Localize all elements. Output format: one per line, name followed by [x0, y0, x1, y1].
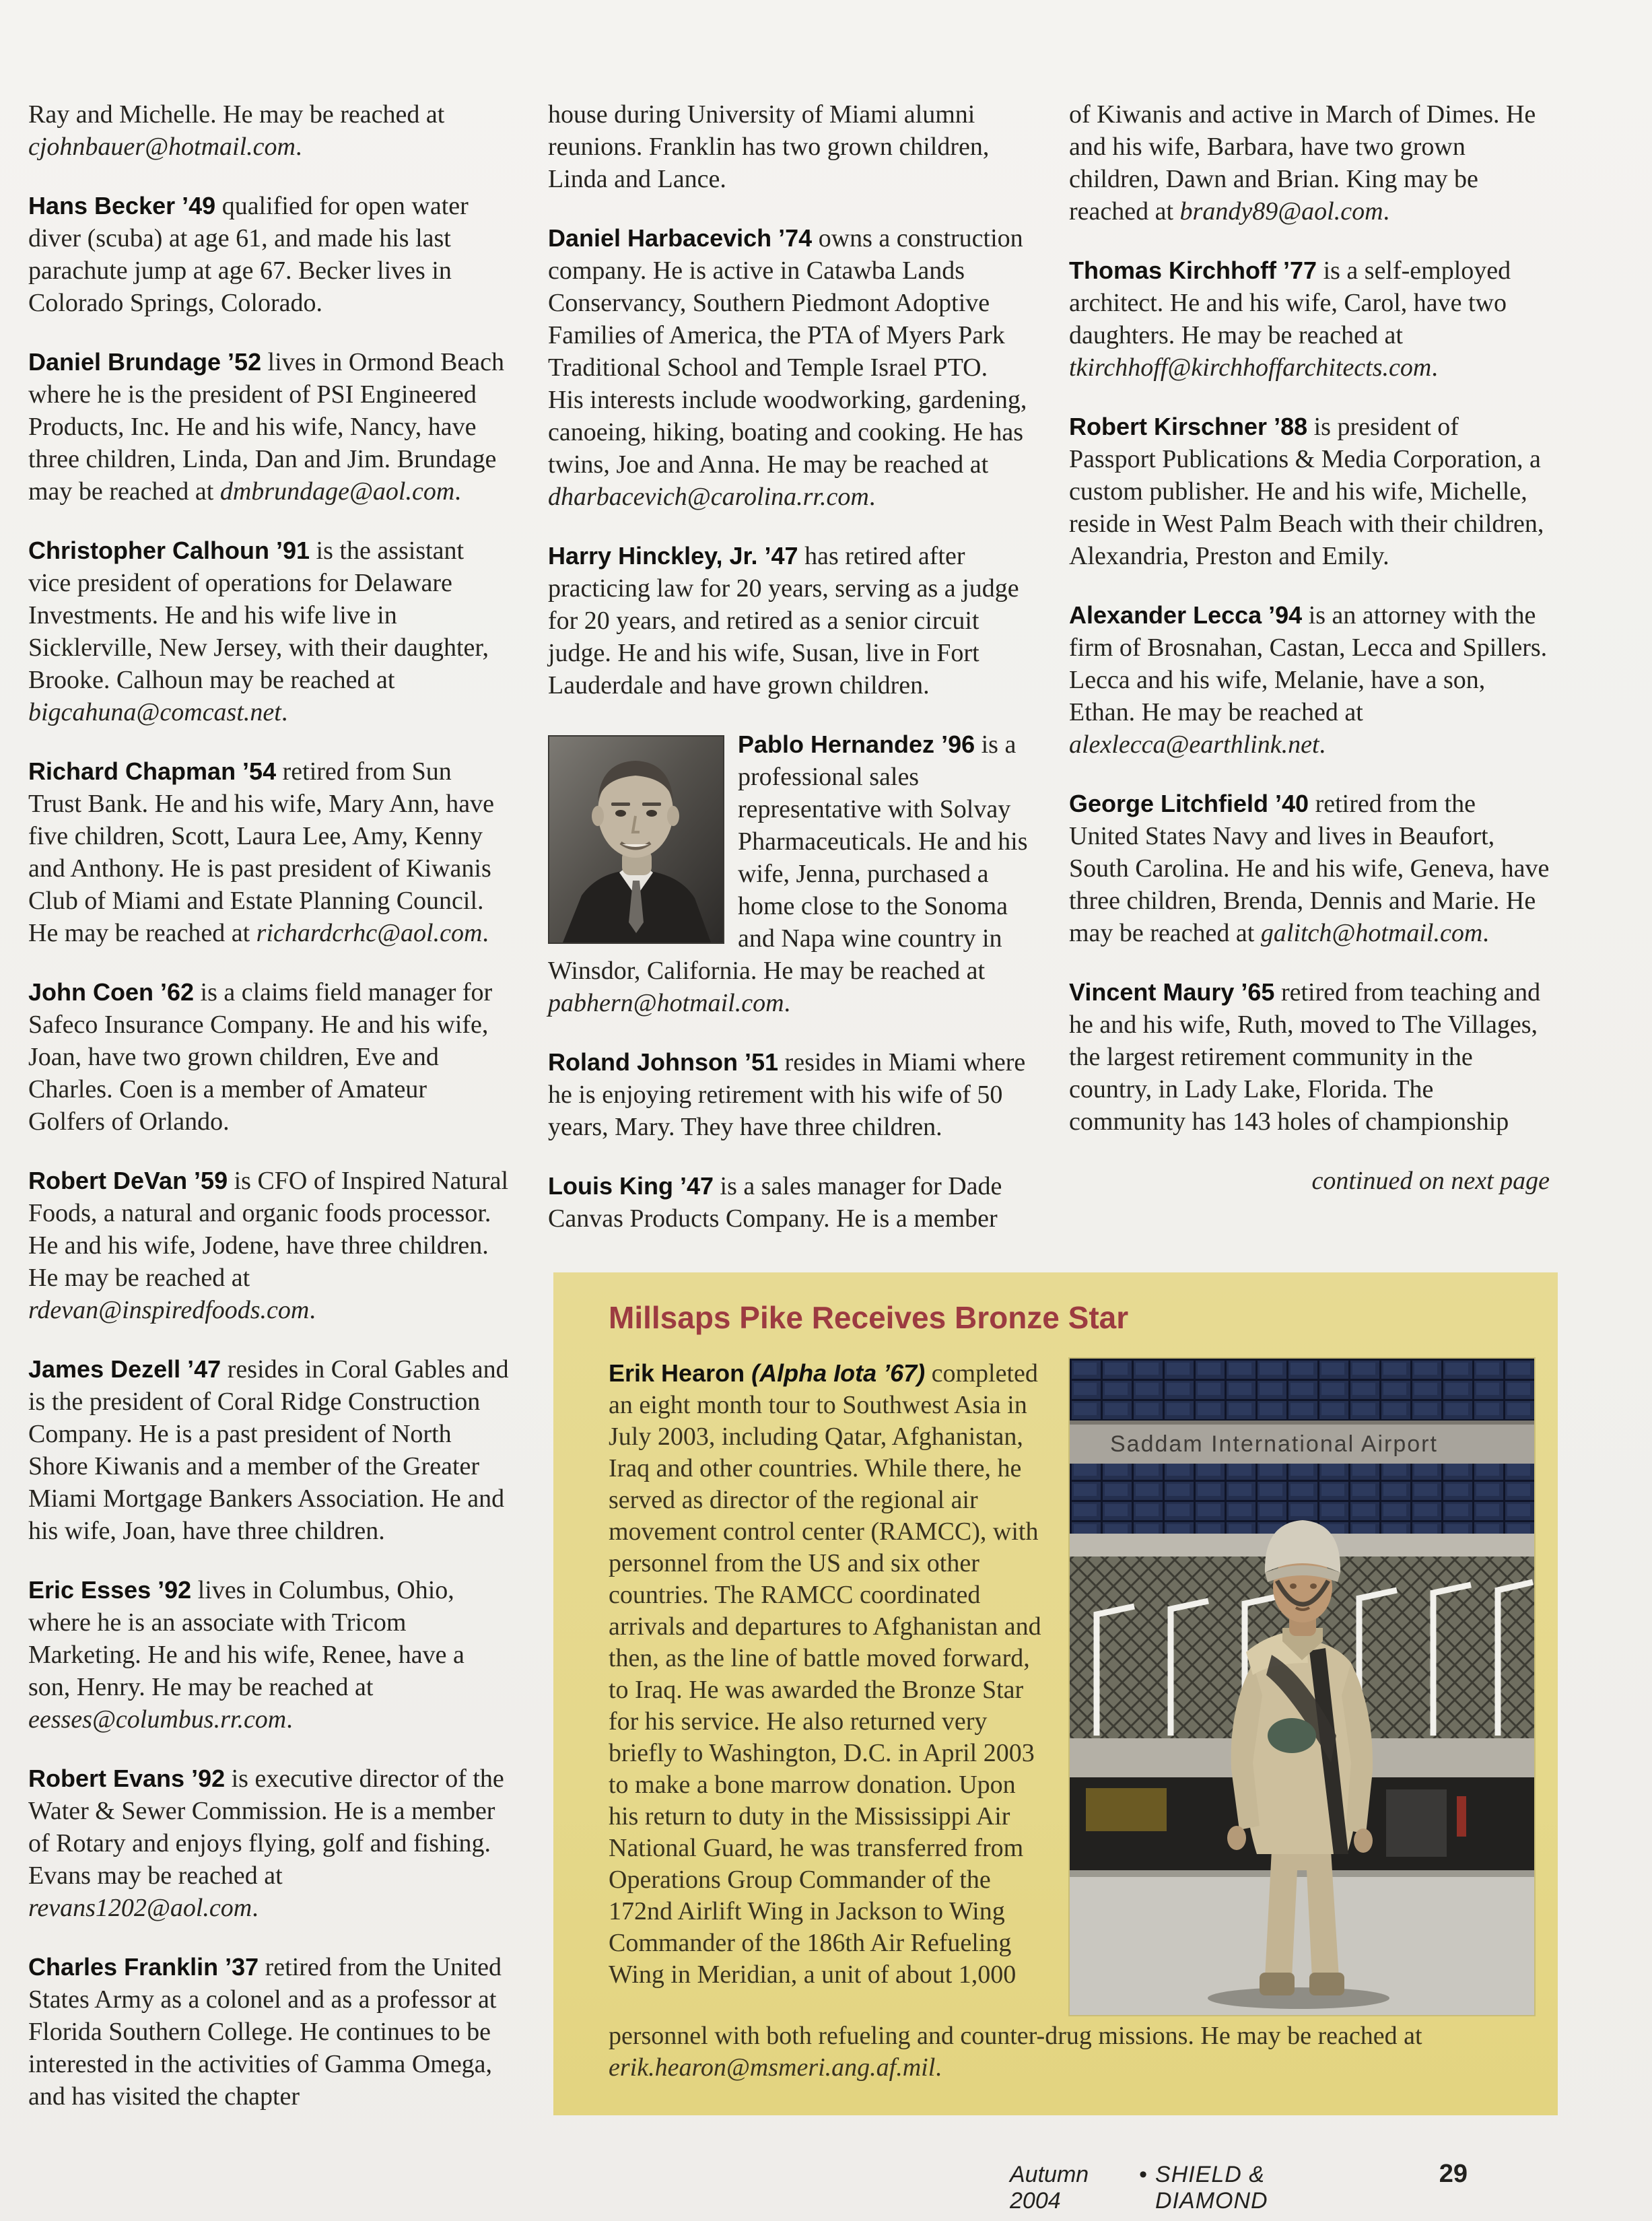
entry-paragraph: Robert DeVan ’59 is CFO of Inspired Natural Foods, a natural and organic foods processor. He and his wife, Jodene, have three children. He may be reached at rdevan@inspiredfoods.com. [28, 1167, 508, 1324]
entry-paragraph: Charles Franklin ’37 retired from the United States Army as a colonel and as a professor at Florida Southern College. He continues to be interested in the activities of Gamma Omega, and has visited the chapter [28, 1953, 502, 2111]
feature-tail-text [609, 2020, 1538, 2084]
entry-paragraph: Roland Johnson ’51 resides in Miami where he is enjoying retirement with his wife of 50 years, Mary. They have three children. [548, 1048, 1026, 1141]
entry-paragraph: Christopher Calhoun ’91 is the assistant vice president of operations for Delaware Investments. He and his wife live in Sicklerville, New Jersey, with their daughter, Brooke. Calhoun may be reached at bigcahuna@comcast.net. [28, 537, 489, 726]
entry-paragraph: Daniel Brundage ’52 lives in Ormond Beach where he is the president of PSI Engineered Products, Inc. He and his wife, Nancy, have three children, Linda, Dan and Jim. Brundage may be reached at dmbrundage@aol.com. [28, 348, 505, 506]
footer-magazine-title: SHIELD & DIAMOND [1155, 2162, 1268, 2214]
alumni-column-2 [548, 98, 1029, 1262]
airport-sign-text: Saddam International Airport [1110, 1431, 1438, 1457]
entry-paragraph: Alexander Lecca ’94 is an attorney with the firm of Brosnahan, Castan, Lecca and Spillers. Lecca and his wife, Melanie, have a son, Ethan. He may be reached at alexlecca@earthlink.net. [1069, 601, 1548, 759]
soldier-airport-photo-image [1068, 1357, 1536, 2016]
alumni-column-1 [28, 98, 509, 2140]
entry-paragraph: George Litchfield ’40 retired from the United States Navy and lives in Beaufort, South Carolina. He and his wife, Geneva, have three children, Brenda, Dennis and Marie. He may be reached at galitch@hotmail.com. [1069, 790, 1550, 947]
entry-paragraph: Hans Becker ’49 qualified for open water diver (scuba) at age 61, and made his last parachute jump at age 67. Becker lives in Colorado Springs, Colorado. [28, 192, 469, 317]
page-footer [1010, 2160, 1548, 2214]
entry-paragraph: James Dezell ’47 resides in Coral Gables and is the president of Coral Ridge Construction Company. He is a past president of North Shore Kiwanis and a member of the Greater Miami Mortgage Bankers Association. He and his wife, Joan, have three children. [28, 1355, 509, 1545]
hearon-photo [1068, 1357, 1536, 2016]
entry-paragraph: Ray and Michelle. He may be reached at cjohnbauer@hotmail.com. [28, 100, 445, 161]
alumni-column-3 [1069, 98, 1550, 1224]
footer-page-number: 29 [1439, 2160, 1468, 2188]
pablo-hernandez-photo [548, 735, 722, 941]
footer-bullet: • [1139, 2162, 1148, 2187]
entry-paragraph: house during University of Miami alumni reunions. Franklin has two grown children, Linda and Lance. [548, 100, 990, 193]
entry-paragraph: continued on next page [1311, 1167, 1550, 1195]
feature-title: Millsaps Pike Receives Bronze Star [609, 1300, 1129, 1335]
feature-body [609, 1357, 1538, 2016]
portrait-photo-image [548, 735, 724, 944]
footer-issue: Autumn 2004 [1010, 2162, 1089, 2214]
entry-paragraph: of Kiwanis and active in March of Dimes. He and his wife, Barbara, have two grown children, Dawn and Brian. King may be reached at brandy89@aol.com. [1069, 100, 1536, 226]
entry-paragraph: Harry Hinckley, Jr. ’47 has retired after practicing law for 20 years, serving as a judge for 20 years, and retired as a senior circuit judge. He and his wife, Susan, live in Fort Lauderdale and have grown children. [548, 542, 1019, 699]
entry-paragraph: Eric Esses ’92 lives in Columbus, Ohio, where he is an associate with Tricom Marketing. He and his wife, Renee, have a son, Henry. He may be reached at eesses@columbus.rr.com. [28, 1576, 464, 1734]
entry-paragraph: Pablo Hernandez ’96 is a professional sales representative with Solvay Pharmaceuticals. He and his wife, Jenna, purchased a home close to the Sonoma and Napa wine country in Winsdor, California. He may be reached at pabhern@hotmail.com. [548, 730, 1028, 1017]
entry-paragraph: John Coen ’62 is a claims field manager for Safeco Insurance Company. He and his wife, Joan, have two grown children, Eve and Charles. Coen is a member of Amateur Golfers of Orlando. [28, 978, 493, 1136]
entry-paragraph: Daniel Harbacevich ’74 owns a construction company. He is active in Catawba Lands Conservancy, Southern Piedmont Adoptive Families of America, the PTA of Myers Park Traditional School and Temple Israel PTO. His interests include woodworking, gardening, canoeing, hiking, boating and cooking. He has twins, Joe and Anna. He may be reached at dharbacevich@carolina.rr.com. [548, 224, 1027, 511]
entry-paragraph: Richard Chapman ’54 retired from Sun Trust Bank. He and his wife, Mary Ann, have five children, Scott, Laura Lee, Amy, Kenny and Anthony. He is past president of Kiwanis Club of Miami and Estate Planning Council. He may be reached at richardcrhc@aol.com. [28, 757, 495, 947]
entry-paragraph: Thomas Kirchhoff ’77 is a self-employed architect. He and his wife, Carol, have two daughters. He may be reached at tkirchhoff@kirchhoffarchitects.com. [1069, 257, 1511, 382]
feature-text-column [609, 1357, 1049, 1991]
entry-paragraph: Robert Evans ’92 is executive director of the Water & Sewer Commission. He is a member of Rotary and enjoys flying, golf and fishing. Evans may be reached at revans1202@aol.com. [28, 1765, 504, 1922]
bronze-star-feature-box [553, 1272, 1558, 2115]
entry-paragraph: Vincent Maury ’65 retired from teaching and he and his wife, Ruth, moved to The Villages, the largest retirement community in the country, in Lady Lake, Florida. The community has 143 holes of championship [1069, 978, 1541, 1136]
entry-paragraph: Robert Kirschner ’88 is president of Passport Publications & Media Corporation, a custom publisher. He and his wife, Michelle, reside in West Palm Beach with their children, Alexandria, Preston and Emily. [1069, 413, 1544, 570]
entry-paragraph: Louis King ’47 is a sales manager for Dade Canvas Products Company. He is a member [548, 1172, 1002, 1233]
entry-paragraph: Erik Hearon (Alpha Iota ’67) completed an eight month tour to Southwest Asia in July 2003, including Qatar, Afghanistan, Iraq and other countries. While there, he served as director of the regional air movement control center (RAMCC), with personnel from the US and six other countries. The RAMCC coordinated arrivals and departures to Afghanistan and then, as the line of battle moved forward, to Iraq. He was awarded the Bronze Star for his service. He also returned very briefly to Washington, D.C. in April 2003 to make a bone marrow donation. Upon his return to duty in the Mississippi Air National Guard, he was transferred from Operations Group Commander of the 172nd Airlift Wing in Jackson to Wing Commander of the 186th Air Refueling Wing in Meridian, a unit of about 1,000 [609, 1359, 1041, 1989]
entry-paragraph: personnel with both refueling and counter-drug missions. He may be reached at erik.hearon@msmeri.ang.af.mil. [609, 2022, 1422, 2082]
